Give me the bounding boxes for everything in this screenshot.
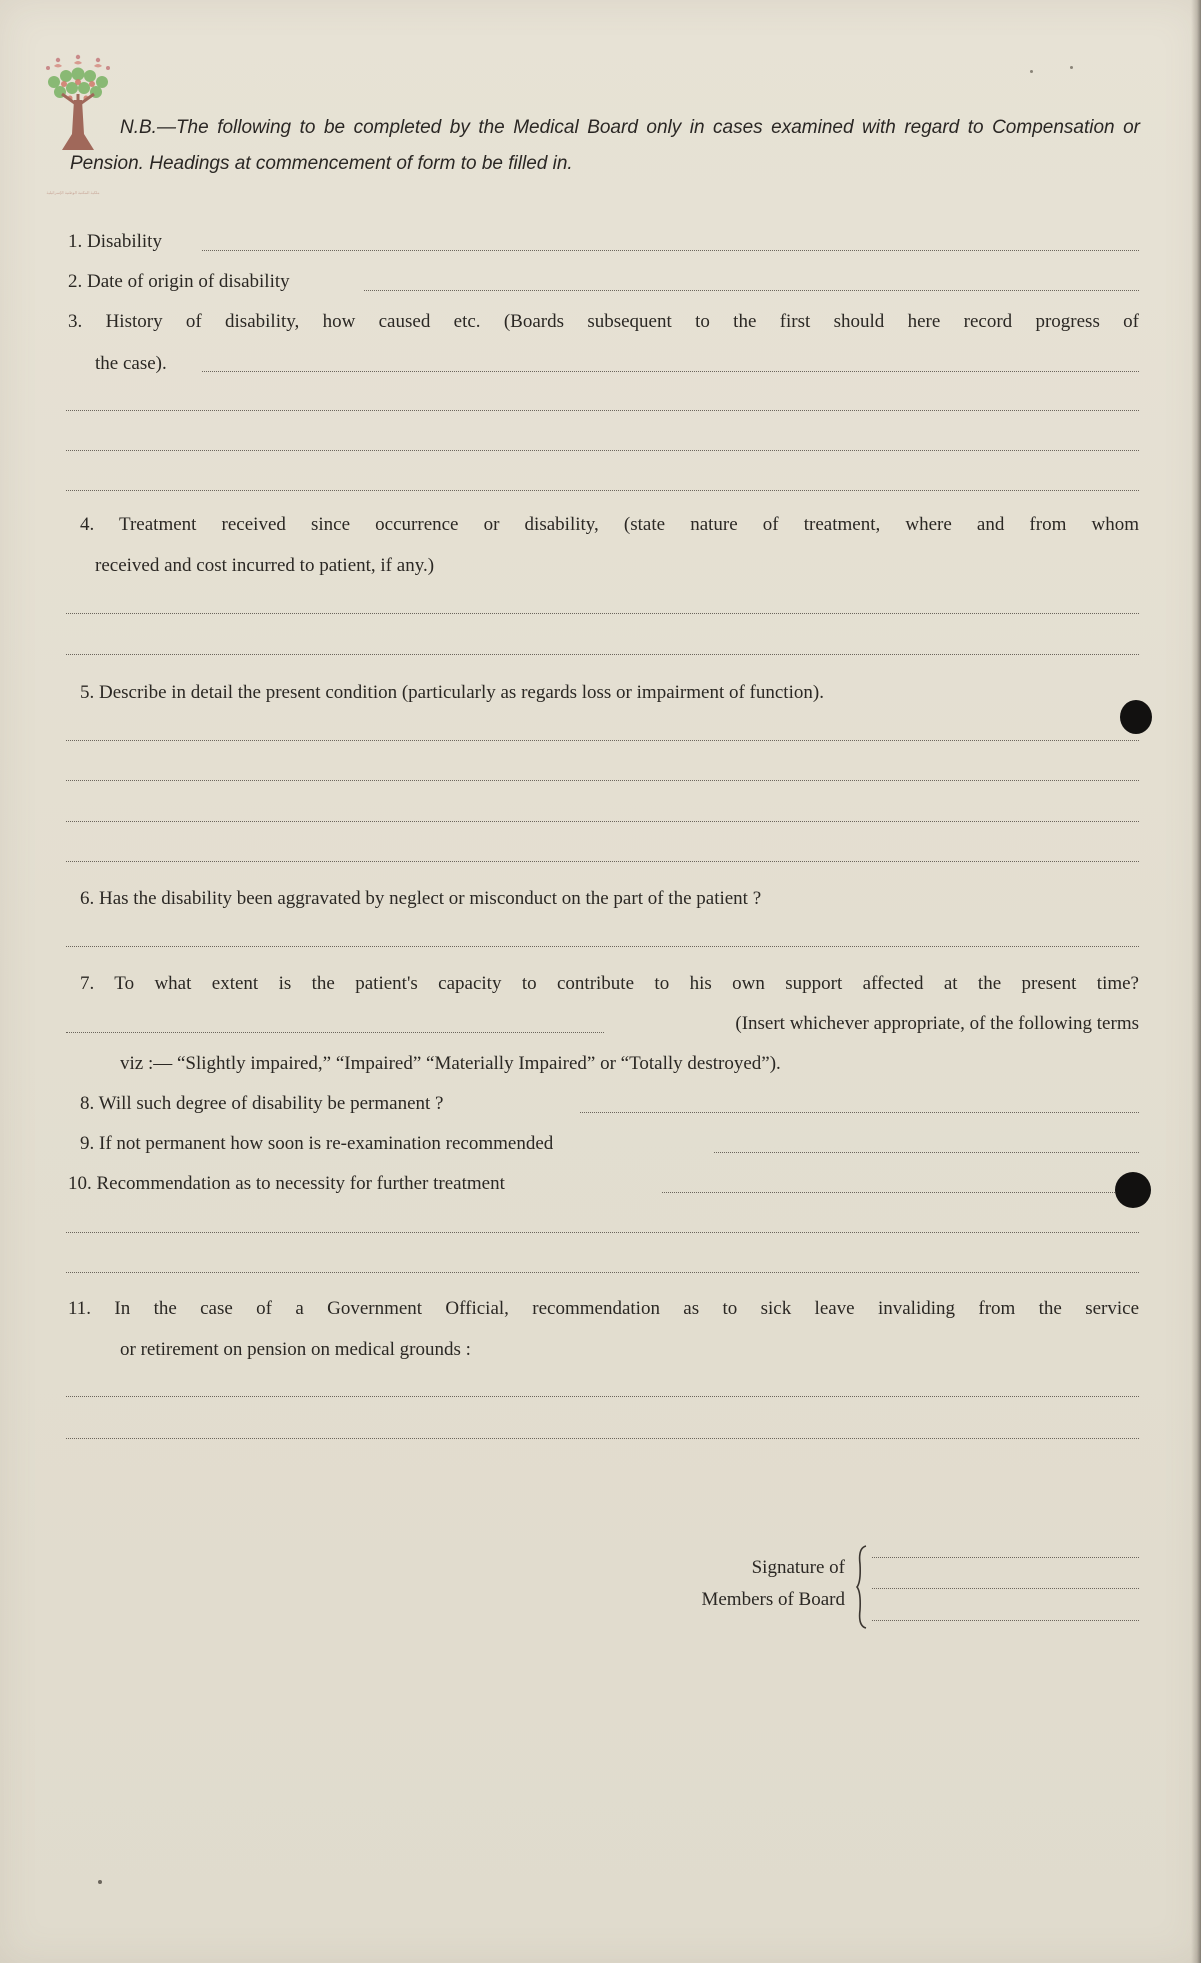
signature-label-cont: Members of Board: [701, 1589, 845, 1610]
item-9-label: 9. If not permanent how soon is re-examination recommended: [80, 1133, 554, 1154]
item-4-label-cont: received and cost incurred to patient, if any.): [95, 555, 435, 576]
logo-caption: ملكية المكتبة الوطنية الإسرائيلية: [46, 190, 100, 195]
item-3-label-cont: the case).: [95, 353, 167, 374]
speck: [1030, 70, 1033, 73]
item-6-answer-line: [66, 946, 1139, 947]
signature-line: [872, 1588, 1139, 1589]
item-7-terms: viz :— “Slightly impaired,” “Impaired” “Materially Impaired” or “Totally destroyed”).: [120, 1053, 781, 1074]
punch-hole-mark: [1120, 700, 1152, 734]
page-edge-shadow: [1191, 0, 1201, 1963]
item-2-answer-line: [364, 290, 1139, 291]
item-5-answer-line: [66, 861, 1139, 862]
item-10-answer-line: [662, 1192, 1139, 1193]
speck: [98, 1880, 102, 1884]
item-6-label: 6. Has the disability been aggravated by neglect or misconduct on the part of the patient ?: [80, 888, 762, 909]
item-10-answer-line: [66, 1232, 1139, 1233]
item-11-answer-line: [66, 1396, 1139, 1397]
item-11-answer-line: [66, 1438, 1139, 1439]
item-1-label: 1. Disability: [68, 231, 162, 252]
item-1-answer-line: [202, 250, 1139, 251]
item-5-answer-line: [66, 780, 1139, 781]
signature-line: [872, 1557, 1139, 1558]
item-8-label: 8. Will such degree of disability be permanent ?: [80, 1093, 444, 1114]
item-3-answer-line: [66, 410, 1139, 411]
item-10-answer-line: [66, 1272, 1139, 1273]
item-5-answer-line: [66, 740, 1139, 741]
item-7-label-cont: (Insert whichever appropriate, of the following terms: [735, 1013, 1139, 1034]
item-7-answer-line: [66, 1032, 604, 1033]
item-10-label: 10. Recommendation as to necessity for further treatment: [68, 1173, 505, 1194]
item-11-label-cont: or retirement on pension on medical grounds :: [120, 1339, 471, 1360]
item-5-label: 5. Describe in detail the present condition (particularly as regards loss or impairment of function).: [80, 682, 824, 703]
item-9-answer-line: [714, 1152, 1139, 1153]
signature-label: Signature of: [751, 1557, 845, 1578]
item-3-answer-line: [202, 371, 1139, 372]
item-8-answer-line: [580, 1112, 1139, 1113]
signature-brace: [856, 1544, 868, 1630]
item-4-answer-line: [66, 613, 1139, 614]
item-5-answer-line: [66, 821, 1139, 822]
item-11-label: 11. In the case of a Government Official, recommendation as to sick leave invaliding from the service: [68, 1298, 1139, 1319]
instruction-note: N.B.—The following to be completed by the Medical Board only in cases examined with regard to Compensation or Pension. Headings at commencement of form to be filled in.: [70, 117, 1140, 174]
item-3-label: 3. History of disability, how caused etc. (Boards subsequent to the first should here record progress of: [68, 311, 1139, 332]
item-2-label: 2. Date of origin of disability: [68, 271, 290, 292]
item-7-label: 7. To what extent is the patient's capacity to contribute to his own support affected at the present time?: [80, 973, 1139, 994]
speck: [1070, 66, 1073, 69]
signature-line: [872, 1620, 1139, 1621]
item-3-answer-line: [66, 450, 1139, 451]
item-4-answer-line: [66, 654, 1139, 655]
punch-hole-mark: [1115, 1172, 1151, 1208]
item-4-label: 4. Treatment received since occurrence or disability, (state nature of treatment, where and from whom: [80, 514, 1139, 535]
item-3-answer-line: [66, 490, 1139, 491]
